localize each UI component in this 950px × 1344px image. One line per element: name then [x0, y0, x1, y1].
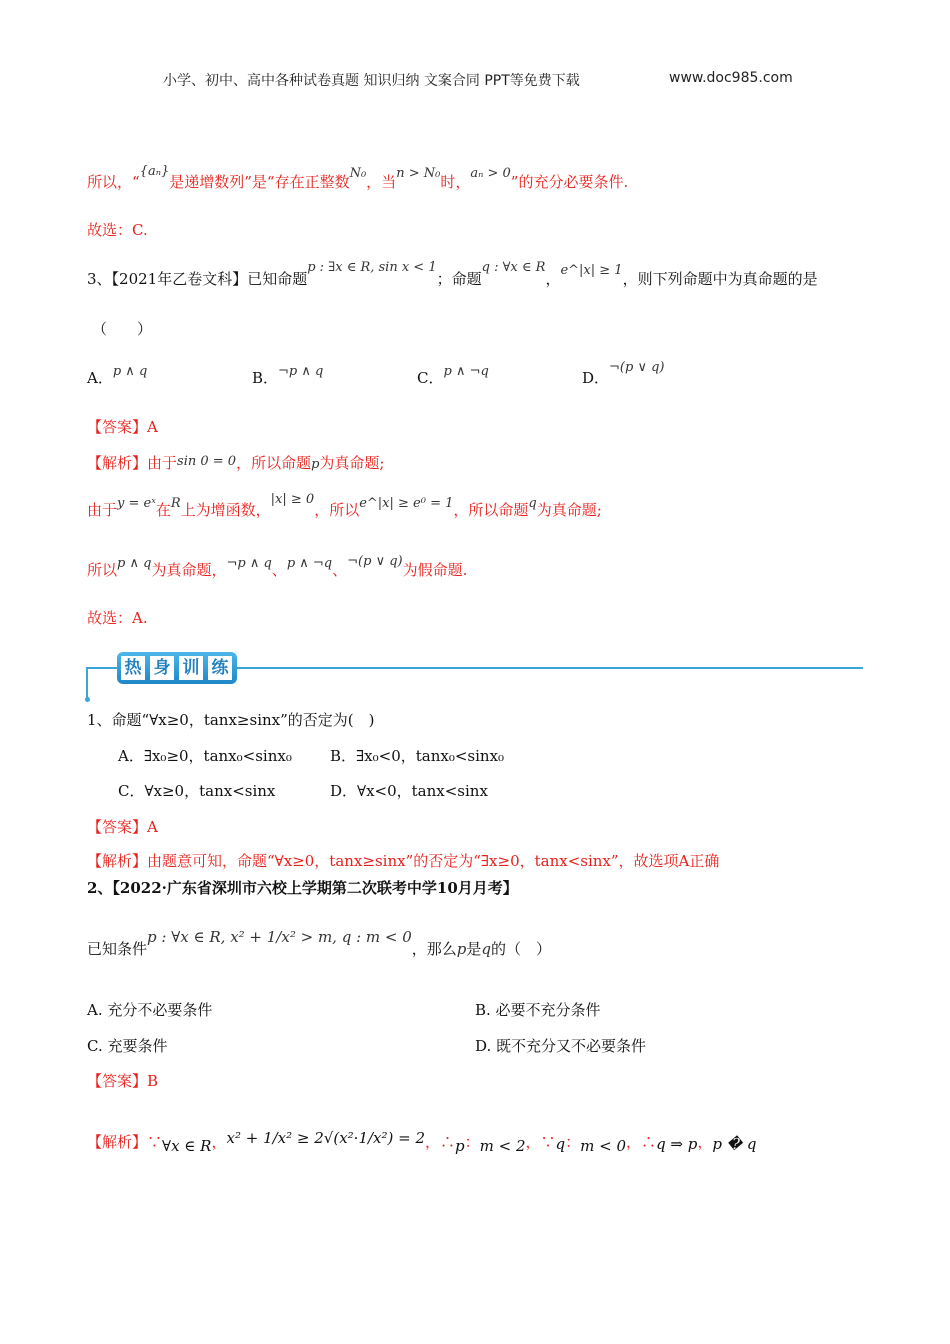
w1-option-c: C．∀x≥0，tanx<sinx — [118, 782, 276, 800]
banner-char: 训 — [179, 656, 203, 680]
w2-option-d: D. 既不充分又不必要条件 — [475, 1037, 647, 1055]
w2-stem: 已知条件p : ∀x ∈ R, x² + 1/x² > m, q : m < 0，那么p是q的（ ） — [87, 928, 552, 958]
w1-option-a: A．∃x₀≥0，tanx₀<sinx₀ — [118, 747, 292, 765]
header-text: 小学、初中、高中各种试卷真题 知识归纳 文案合同 PPT等免费下载 — [163, 73, 580, 89]
q3-option-a: A．p ∧ q — [87, 364, 148, 387]
q3-option-b: B．¬p ∧ q — [252, 364, 324, 387]
w1-answer: 【答案】A — [87, 818, 158, 836]
q3-option-c: C．p ∧ ¬q — [417, 364, 489, 387]
math-seq: {aₙ} — [139, 164, 170, 179]
w1-option-b: B．∃x₀<0，tanx₀<sinx₀ — [330, 747, 505, 765]
prev-choose: 故选：C. — [87, 221, 148, 239]
math-w2-cond: p : ∀x ∈ R, x² + 1/x² > m, q : m < 0 — [147, 928, 412, 946]
q3-analysis-line1: 【解析】由于sin 0 = 0，所以命题p为真命题; — [87, 454, 385, 472]
q3-analysis-line2: 由于y = eˣ在R上为增函数，|x| ≥ 0，所以e^|x| ≥ e⁰ = 1，所以命题q为真命题; — [87, 492, 602, 519]
banner-line-left — [87, 667, 118, 669]
math-n0: N₀ — [349, 166, 367, 181]
w2-analysis: 【解析】∵∀x ∈ R，x² + 1/x² ≥ 2√(x²·1/x²) = 2，∴p：m < 2，∵q：m < 0，∴q ⇒ p，p � q — [87, 1129, 757, 1155]
w1-analysis: 【解析】由题意可知，命题“∀x≥0，tanx≥sinx”的否定为“∃x≥0，tanx<sinx”，故选项A正确 — [87, 852, 720, 870]
w2-option-b: B. 必要不充分条件 — [475, 1001, 601, 1019]
banner-box — [117, 652, 237, 684]
banner-dot — [85, 697, 90, 702]
math-e-def: e^|x| ≥ 1 — [560, 263, 623, 278]
q3-analysis-line3: 所以p ∧ q为真命题，¬p ∧ q、p ∧ ¬q、¬(p ∨ q)为假命题. — [87, 554, 468, 579]
math-cond: n > N₀ — [396, 166, 441, 181]
math-q-def: q : ∀x ∈ R — [481, 260, 546, 275]
banner-line-drop — [86, 667, 88, 700]
w2-option-a: A. 充分不必要条件 — [87, 1001, 213, 1019]
banner-char: 热 — [121, 656, 145, 680]
banner-line-right — [237, 667, 863, 669]
q3-option-d: D．¬(p ∨ q) — [582, 360, 665, 387]
w2-option-c: C. 充要条件 — [87, 1037, 168, 1055]
prev-solution-line: 所以，“{aₙ}是递增数列”是“存在正整数N₀，当n > N₀时，aₙ > 0”的充分必要条件. — [87, 164, 629, 191]
q3-paren: （ ） — [92, 320, 153, 338]
w1-question: 1、命题“∀x≥0，tanx≥sinx”的否定为( ) — [87, 711, 375, 729]
q3-choose: 故选：A. — [87, 609, 148, 627]
w2-answer: 【答案】B — [87, 1072, 159, 1090]
header-url: www.doc985.com — [669, 70, 793, 86]
q3-stem: 3、【2021年乙卷文科】已知命题p : ∃x ∈ R, sin x < 1；命题q : ∀x ∈ R，e^|x| ≥ 1，则下列命题中为真命题的是 — [87, 260, 818, 288]
banner-char: 身 — [150, 656, 174, 680]
w2-title: 2、【2022·广东省深圳市六校上学期第二次联考中学10月月考】 — [87, 879, 518, 897]
q3-answer: 【答案】A — [87, 418, 158, 436]
math-p-def: p : ∃x ∈ R, sin x < 1 — [307, 260, 437, 275]
math-an: aₙ > 0 — [470, 166, 511, 181]
banner-char: 练 — [208, 656, 232, 680]
w1-option-d: D．∀x<0，tanx<sinx — [330, 782, 488, 800]
